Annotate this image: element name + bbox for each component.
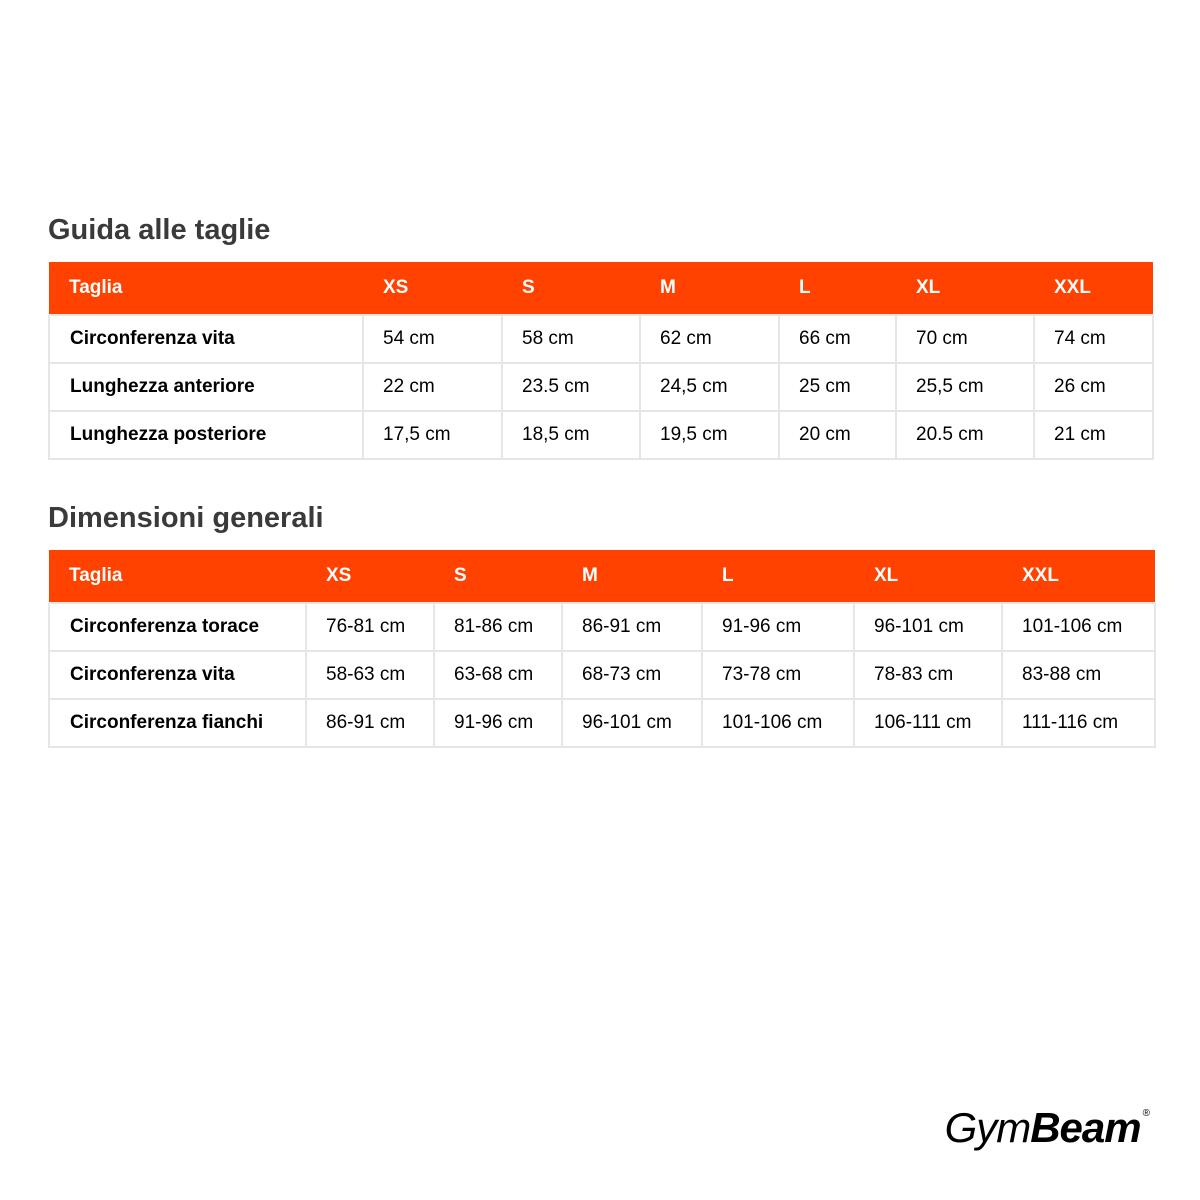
- table-cell: 58 cm: [502, 315, 640, 363]
- table-cell: 68-73 cm: [562, 651, 702, 699]
- table-cell: 81-86 cm: [434, 603, 562, 651]
- table-row: [49, 651, 1155, 699]
- header-cell-m: M: [562, 550, 702, 603]
- header-cell-xs: XS: [363, 262, 502, 315]
- header-cell-m: M: [640, 262, 779, 315]
- header-cell-l: L: [702, 550, 854, 603]
- table-cell: 63-68 cm: [434, 651, 562, 699]
- table-header-row: [49, 262, 1153, 315]
- row-label: Circonferenza vita: [49, 315, 363, 363]
- table-cell: 26 cm: [1034, 363, 1153, 411]
- header-cell-xxl: XXL: [1002, 550, 1155, 603]
- row-label: Lunghezza posteriore: [49, 411, 363, 459]
- header-cell-size-label: Taglia: [49, 550, 306, 603]
- table-cell: 96-101 cm: [854, 603, 1002, 651]
- header-cell-l: L: [779, 262, 896, 315]
- general-dimensions-table: [48, 550, 1156, 748]
- header-cell-xxl: XXL: [1034, 262, 1153, 315]
- general-dimensions-title: Dimensioni generali: [48, 502, 324, 534]
- table-cell: 91-96 cm: [434, 699, 562, 747]
- size-guide-title: Guida alle taglie: [48, 214, 271, 246]
- table-cell: 58-63 cm: [306, 651, 434, 699]
- table-cell: 25 cm: [779, 363, 896, 411]
- table-cell: 20 cm: [779, 411, 896, 459]
- table-cell: 91-96 cm: [702, 603, 854, 651]
- table-row: [49, 699, 1155, 747]
- table-cell: 21 cm: [1034, 411, 1153, 459]
- table-cell: 25,5 cm: [896, 363, 1034, 411]
- table-cell: 62 cm: [640, 315, 779, 363]
- logo-text-gym: Gym: [944, 1104, 1031, 1151]
- size-guide-table: [48, 262, 1154, 460]
- table-cell: 76-81 cm: [306, 603, 434, 651]
- row-label: Circonferenza torace: [49, 603, 306, 651]
- table-row: [49, 315, 1153, 363]
- header-cell-xl: XL: [896, 262, 1034, 315]
- table-cell: 20.5 cm: [896, 411, 1034, 459]
- table-cell: 83-88 cm: [1002, 651, 1155, 699]
- table-cell: 22 cm: [363, 363, 502, 411]
- table-cell: 54 cm: [363, 315, 502, 363]
- table-cell: 101-106 cm: [702, 699, 854, 747]
- table-cell: 111-116 cm: [1002, 699, 1155, 747]
- table-row: [49, 603, 1155, 651]
- table-cell: 86-91 cm: [562, 603, 702, 651]
- row-label: Circonferenza vita: [49, 651, 306, 699]
- table-cell: 24,5 cm: [640, 363, 779, 411]
- table-cell: 73-78 cm: [702, 651, 854, 699]
- table-header-row: [49, 550, 1155, 603]
- logo-text-beam: Beam: [1030, 1104, 1141, 1151]
- registered-mark: ®: [1142, 1108, 1150, 1119]
- header-cell-xl: XL: [854, 550, 1002, 603]
- header-cell-s: S: [434, 550, 562, 603]
- table-cell: 86-91 cm: [306, 699, 434, 747]
- row-label: Circonferenza fianchi: [49, 699, 306, 747]
- gymbeam-logo: [945, 1104, 1150, 1152]
- table-cell: 96-101 cm: [562, 699, 702, 747]
- table-cell: 70 cm: [896, 315, 1034, 363]
- table-row: [49, 411, 1153, 459]
- table-cell: 66 cm: [779, 315, 896, 363]
- header-cell-s: S: [502, 262, 640, 315]
- header-cell-size-label: Taglia: [49, 262, 363, 315]
- table-cell: 17,5 cm: [363, 411, 502, 459]
- table-cell: 101-106 cm: [1002, 603, 1155, 651]
- table-cell: 106-111 cm: [854, 699, 1002, 747]
- table-cell: 74 cm: [1034, 315, 1153, 363]
- table-cell: 18,5 cm: [502, 411, 640, 459]
- table-cell: 23.5 cm: [502, 363, 640, 411]
- table-cell: 19,5 cm: [640, 411, 779, 459]
- table-row: [49, 363, 1153, 411]
- row-label: Lunghezza anteriore: [49, 363, 363, 411]
- header-cell-xs: XS: [306, 550, 434, 603]
- table-cell: 78-83 cm: [854, 651, 1002, 699]
